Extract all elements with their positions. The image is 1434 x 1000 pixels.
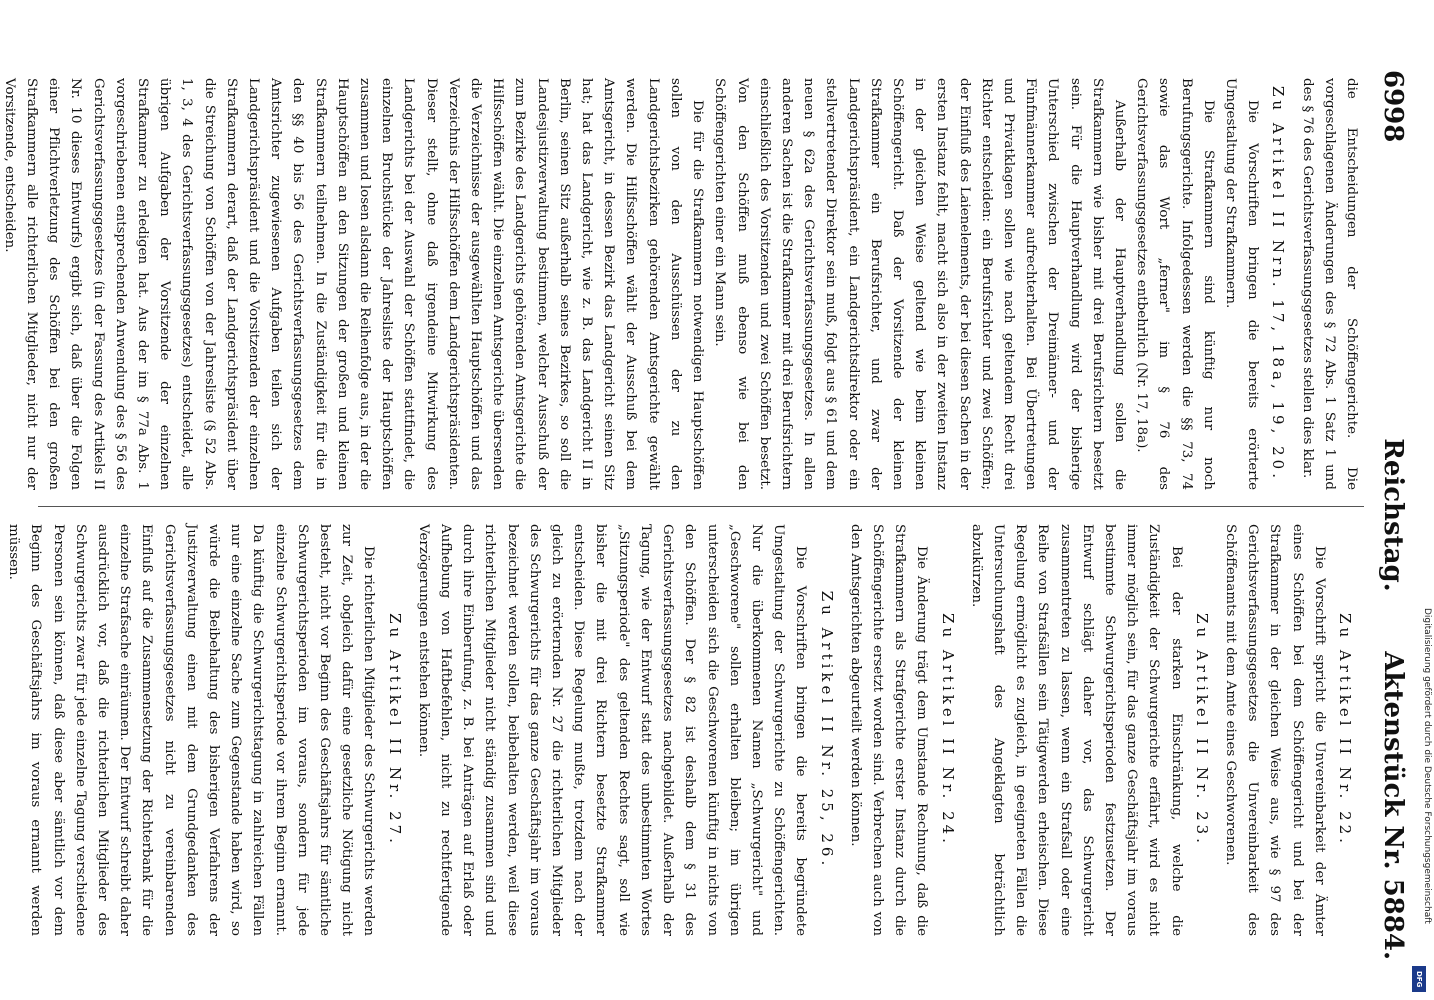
section-heading: Zu Artikel II Nr. 25, 26. bbox=[817, 590, 836, 870]
paragraph: Die Vorschriften bringen die bereits begründete Umgestaltung der Schwurgerichte zu Schöffengerichten. Nur die überkommenen Namen „Schwurgericht" und „Geschworene" sollen erhalten bleiben; im übrigen unterscheiden sich die Geschworenen künftig in nichts von den Schöffen. Der § 82 ist deshalb dem § 31 des Gerichtsverfassungsgesetzes nachgebildet. Außerhalb der Tagung, wie der Entwurf statt des unbestimmten Wortes „Sitzungsperiode" des geltenden Rechtes sagt, soll wie bisher die mit drei Richtern besetzte Strafkammer entscheiden. Diese Regelung mußte, trotzdem nach der gleich zu erörternden Nr. 27 die richterlichen Mitglieder des Schwurgerichts für das ganze Geschäftsjahr im voraus bezeichnet werden sollen, beibehalten werden, weil diese richterlichen Mitglieder nicht ständig zusammen sind und durch ihre Einberufung, z. B. bei Anträgen auf Erlaß oder Aufhebung von Haftbefehlen, nicht zu rechtfertigende Verzögerungen entstehen können. bbox=[415, 524, 809, 936]
paragraph bbox=[0, 524, 2, 936]
section-heading: Zu Artikel II Nr. 22. bbox=[1336, 613, 1354, 847]
digitization-credit bbox=[1408, 0, 1432, 1000]
left-column bbox=[0, 78, 1362, 490]
document-number: Aktenstück Nr. 5884. bbox=[1378, 651, 1408, 960]
paragraph: Die Vorschrift spricht die Unvereinbarkeit der Ämter eines Schöffen bei dem Schöffengericht und bei der Strafkammer in der gleichen Weise aus, wie § 97 des Gerichtsverfassungsgesetzes die Unvereinbarkeit des Schöffenamts mit dem Amte eines Geschworenen. bbox=[1222, 524, 1327, 936]
section-heading: Zu Artikel II Nr. 27. bbox=[385, 613, 404, 847]
paragraph: Die richterlichen Mitglieder des Schwurgerichts werden zur Zeit, obgleich dafür eine gesetzliche Nötigung nicht besteht, nicht vor Beginn des Geschäftsjahrs für sämtliche Schwurgerichtsperioden im voraus, sondern für jede einzelne Schwurgerichtsperiode vor ihrem Beginn ernannt. Da künftig die Schwurgerichtstagung in zahlreichen Fällen nur eine einzelne Sache zum Gegenstande haben wird, so würde die Beibehaltung des bisherigen Verfahrens der Justizverwaltung einen mit dem Grundgedanken des Gerichtsverfassungsgesetzes nicht zu vereinbarenden Einfluß auf die Zusammensetzung der Richterbank für die einzelne Strafsache einräumen. Der Entwurf schreibt daher ausdrücklich vor, daß die richterlichen Mitglieder des Schwurgerichts zwar für jede einzelne Tagung verschiedene Personen sein können, daß diese aber sämtlich vor dem Beginn des Geschäftsjahrs im voraus ernannt werden müssen. bbox=[6, 524, 377, 936]
page-number: 6998 bbox=[1378, 70, 1408, 143]
dfg-logo: DFG bbox=[1412, 966, 1426, 992]
section-heading: Zu Artikel II Nr. 24. bbox=[938, 613, 957, 847]
right-column bbox=[0, 524, 1362, 936]
paragraph: Die Strafkammern sind künftig nur noch Berufungsgerichte. Infolgedessen werden die §§ 73, 74 sowie das Wort „ferner" im § 76 des Gerichtsverfassungsgesetzes entbehrlich (Nr. 17, 18a). bbox=[1134, 78, 1216, 490]
paragraph: Bei der starken Einschränkung, welche die Zuständigkeit der Schwurgerichte erfährt, wird es nicht immer möglich sein, für das ganze Geschäftsjahr im voraus bestimmte Schwurgerichtsperioden festzusetzen. Der Entwurf schlägt daher vor, das Schwurgericht zusammentreten zu lassen, wenn ein Strafsall oder eine Reihe von Strafsällen sein Tätigwerden erheischen. Diese Regelung ermöglicht es zugleich, in geeigneten Fällen die Untersuchungshaft des Angeklagten beträchtlich abzukürzen. bbox=[968, 524, 1184, 936]
section-heading: Zu Artikel II Nr. 23. bbox=[1192, 613, 1211, 847]
paragraph: Die Änderung trägt dem Umstande Rechnung, daß die Strafkammern als Strafgerichte erster Instanz durch die Schöffengerichte ersetzt worden sind. Verbrechen auch von den Amtsgerichten abgeurteilt werden können. bbox=[847, 524, 930, 936]
column-divider bbox=[38, 506, 1364, 507]
paragraph: Außerhalb der Hauptverhandlung sollen die Strafkammern wie bisher mit drei Berufsrichtern besetzt sein. Für die Hauptverhandlung wird der bisherige Unterschied zwischen der Dreimänner- und der Fünfmännerkammer aufrechterhalten. Bei Übertretungen und Privatklagen sollen wie nach geltendem Recht drei Richter entscheiden: ein Berufsrichter und zwei Schöffen; der Einfluß des Laienelements, der bei diesen Sachen in der ersten Instanz fehlt, macht sich also in der zweiten Instanz in der gleichen Weise geltend wie beim kleinen Schöffengericht. Daß der Vorsitzende der kleinen Strafkammer ein Berufsrichter, und zwar der Landgerichtspräsident, ein Landgerichtsdirektor oder ein stellvertretender Direktor sein muß, folgt aus § 61 und dem neuen § 62a des Gerichtsverfassungsgesetzes. In allen anderen Sachen ist die Strafkammer mit drei Berufsrichtern einschließlich des Vorsitzenden und zwei Schöffen besetzt. Von den Schöffen muß ebenso wie bei den Schöffengerichten einer ein Mann sein. bbox=[712, 78, 1127, 491]
paragraph: die Entscheidungen der Schöffengerichte. Die vorgeschlagenen Änderungen des § 72 Abs. 1 Satz 1 und des § 76 des Gerichtsverfassungsgesetzes stellen dies klar. bbox=[1299, 78, 1359, 490]
credit-text: Digitalisierung gefördert durch die Deutsche Forschungsgemeinschaft bbox=[1422, 608, 1432, 924]
page-header bbox=[1372, 70, 1412, 960]
page-title: Reichstag. bbox=[1378, 438, 1408, 592]
section-heading: Zu Artikel II Nrn. 17, 18a, 19, 20. bbox=[1269, 86, 1288, 482]
paragraph: Die Vorschriften bringen die bereits erörterte Umgestaltung der Strafkammern. bbox=[1222, 78, 1261, 490]
paragraph: Die für die Strafkammern notwendigen Hauptschöffen sollen von den Ausschüssen der zu den Landgerichtsbezirken gehörenden Amtsgerichte gewählt werden. Die Hilfsschöffen wählt der Ausschuß bei dem Amtsgericht, in dessen Bezirk das Landgericht seinen Sitz hat; hat das Landgericht, wie z. B. das Landgericht II in Berlin, seinen Sitz außerhalb seines Bezirkes, so soll die Landesjustizverwaltung bestimmen, welcher Ausschuß der zum Bezirke des Landgerichts gehörenden Amtsgerichte die Hilfsschöffen wählt. Die einzelnen Amtsgerichte übersenden die Verzeichnisse der ausgewählten Hauptschöffen und das Verzeichnis der Hilfsschöffen dem Landgerichtspräsidenten. Dieser stellt, ohne daß irgendeine Mitwirkung des Landgerichts bei der Auswahl der Schöffen stattfindet, die einzelnen Bruchstücke der Jahresliste der Hauptschöffen zusammen und losen alsdann die Reihenfolge aus, in der die Hauptschöffen an den Sitzungen der großen und kleinen Strafkammern teilnehmen. In die Zuständigkeit für die in den §§ 40 bis 56 des Gerichtsverfassungsgesetzes dem Amtsrichter zugewiesenen Aufgaben teilen sich der Landgerichtspräsident und die Vorsitzenden der einzelnen Strafkammern derart, daß der Landgerichtspräsident über die Streichung von Schöffen von der Jahresliste (§ 52 Abs. 1, 3, 4 des Gerichtsverfassungsgesetzes) entscheidet, alle übrigen Aufgaben der Vorsitzende der einzelnen Strafkammer zu erledigen hat. Aus der im § 77a Abs. 1 vorgeschriebenen entsprechenden Anwendung des § 56 des Gerichtsverfassungsgesetzes (in der Fassung des Artikels II Nr. 10 dieses Entwurfs) ergibt sich, daß über die Folgen einer Pflichtverletzung des Schöffen bei den großen Strafkammern alle richterlichen Mitglieder, nicht nur der Vorsitzende, entscheiden. bbox=[1, 78, 706, 490]
